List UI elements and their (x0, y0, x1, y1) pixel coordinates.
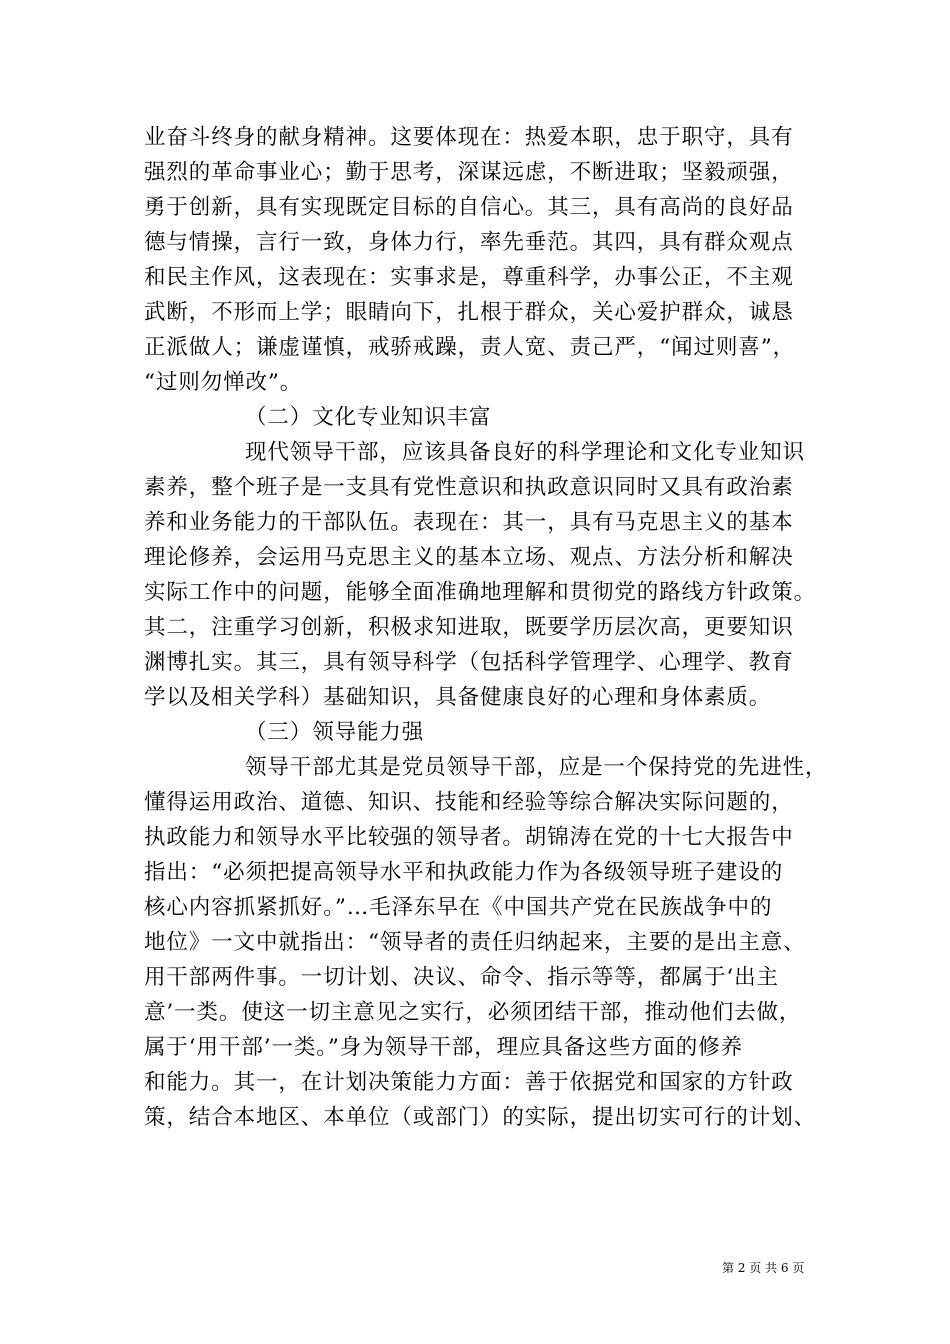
text-line: “过则勿惮改”。 (144, 370, 303, 395)
text-line: 策，结合本地区、本单位（或部门）的实际，提出切实可行的计划、 (144, 1105, 817, 1130)
text-line: 渊博扎实。其三，具有领导科学（包括科学管理学、心理学、教育 (144, 650, 794, 675)
text-line: 地位》一文中就指出：“领导者的责任归纳起来，主要的是出主意、 (144, 930, 806, 955)
text-line: 武断，不形而上学；眼睛向下，扎根于群众，关心爱护群众，诚恳 (144, 300, 794, 325)
text-line: 和能力。其一，在计划决策能力方面：善于依据党和国家的方针政 (144, 1070, 794, 1095)
text-line: 理论修养，会运用马克思主义的基本立场、观点、方法分析和解决 (144, 545, 794, 570)
text-line: 正派做人；谦虚谨慎，戒骄戒躁，责人宽、责己严，“闻过则喜”， (144, 335, 795, 360)
section-heading: （二）文化专业知识丰富 (245, 405, 492, 430)
text-line: 核心内容抓紧抓好。”…毛泽东早在《中国共产党在民族战争中的 (144, 895, 773, 920)
text-line: 执政能力和领导水平比较强的领导者。胡锦涛在党的十七大报告中 (144, 825, 794, 850)
text-line: 其二，注重学习创新，积极求知进取，既要学历层次高，更要知识 (144, 615, 794, 640)
text-line: 学以及相关学科）基础知识，具备健康良好的心理和身体素质。 (144, 685, 772, 710)
text-line: 和民主作风，这表现在：实事求是，尊重科学，办事公正，不主观 (144, 265, 794, 290)
text-line: 勇于创新，具有实现既定目标的自信心。其三，具有高尚的良好品 (144, 195, 794, 220)
text-line: 领导干部尤其是党员领导干部，应是一个保持党的先进性， (245, 755, 828, 780)
text-line: 指出：“必须把提高领导水平和执政能力作为各级领导班子建设的 (144, 860, 784, 885)
text-line: 强烈的革命事业心；勤于思考，深谋远虑，不断进取；坚毅顽强， (144, 160, 794, 185)
text-line: 业奋斗终身的献身精神。这要体现在：热爱本职，忠于职守，具有 (144, 125, 794, 150)
text-line: 懂得运用政治、道德、知识、技能和经验等综合解决实际问题的， (144, 790, 794, 815)
section-heading: （三）领导能力强 (245, 720, 425, 745)
text-line: 意’一类。使这一切主意见之实行，必须团结干部，推动他们去做， (144, 1000, 802, 1025)
text-line: 实际工作中的问题，能够全面准确地理解和贯彻党的路线方针政策。 (144, 580, 817, 605)
page-number: 第 2 页 共 6 页 (722, 1261, 805, 1275)
text-line: 养和业务能力的干部队伍。表现在：其一，具有马克思主义的基本 (144, 510, 794, 535)
text-line: 德与情操，言行一致，身体力行，率先垂范。其四，具有群众观点 (144, 230, 794, 255)
text-line: 用干部两件事。一切计划、决议、命令、指示等等，都属于‘出主 (144, 965, 779, 990)
text-line: 现代领导干部，应该具备良好的科学理论和文化专业知识 (245, 440, 806, 465)
text-line: 素养，整个班子是一支具有党性意识和执政意识同时又具有政治素 (144, 475, 794, 500)
text-line: 属于‘用干部’一类。”身为领导干部，理应具备这些方面的修养 (144, 1035, 744, 1060)
